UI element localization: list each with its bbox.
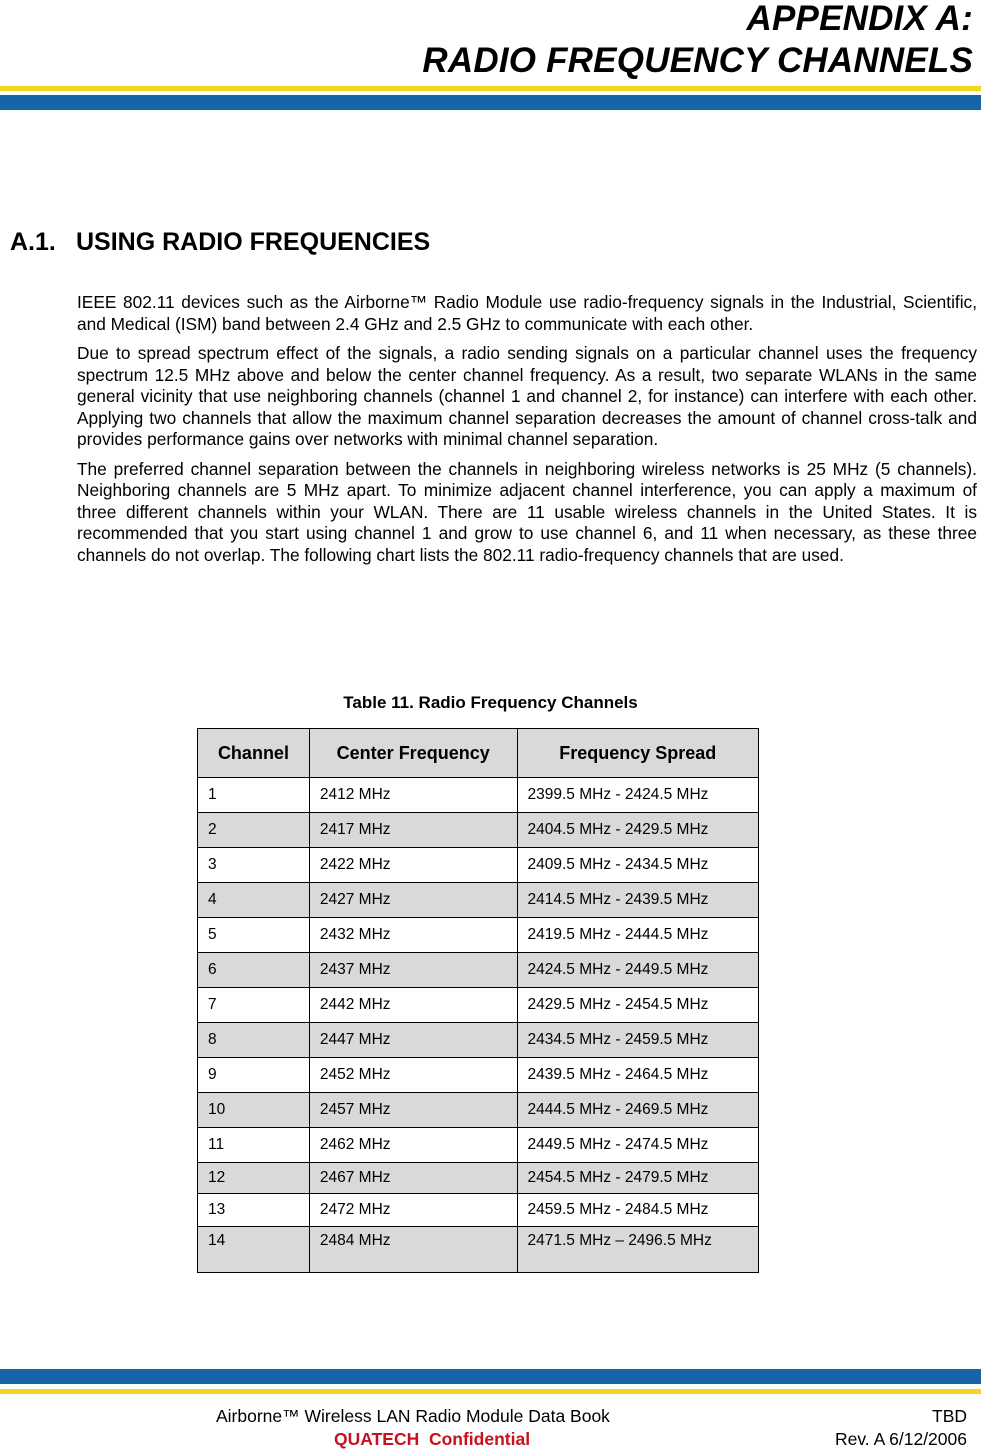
cell-channel: 13: [198, 1194, 310, 1227]
cell-frequency-spread: 2471.5 MHz – 2496.5 MHz: [517, 1227, 759, 1273]
table-row: [198, 1227, 759, 1273]
cell-center-frequency: 2432 MHz: [309, 918, 517, 953]
section-title: USING RADIO FREQUENCIES: [76, 228, 431, 256]
table-row: [198, 813, 759, 848]
table-row: [198, 1194, 759, 1227]
table-row: [198, 1128, 759, 1163]
page-header-title: [422, 0, 973, 82]
cell-frequency-spread: 2419.5 MHz - 2444.5 MHz: [517, 918, 759, 953]
cell-frequency-spread: 2459.5 MHz - 2484.5 MHz: [517, 1194, 759, 1227]
cell-frequency-spread: 2444.5 MHz - 2469.5 MHz: [517, 1093, 759, 1128]
paragraph-2: Due to spread spectrum effect of the signals, a radio sending signals on a particular channel uses the frequency spectrum 12.5 MHz above and below the center channel frequency. As a result, two separate WLANs in the same general vicinity that use neighboring channels (channel 1 and channel 2, for instance) can interfere with each other. Applying two channels that allow the maximum channel separation decreases the amount of channel cross-talk and provides performance gains over networks with minimal channel separation.: [77, 343, 977, 449]
cell-channel: 7: [198, 988, 310, 1023]
cell-center-frequency: 2462 MHz: [309, 1128, 517, 1163]
table-row: [198, 953, 759, 988]
cell-frequency-spread: 2404.5 MHz - 2429.5 MHz: [517, 813, 759, 848]
radio-frequency-table: [197, 728, 759, 1273]
table-row: [198, 1023, 759, 1058]
footer-page-number: TBD: [932, 1406, 967, 1426]
cell-channel: 14: [198, 1227, 310, 1273]
table-header-row: [198, 729, 759, 778]
column-header-frequency-spread: Frequency Spread: [517, 729, 759, 778]
paragraph-1: IEEE 802.11 devices such as the Airborne™ Radio Module use radio-frequency signals in the Industrial, Scientific, and Medical (ISM) band between 2.4 GHz and 2.5 GHz to communicate with each other.: [77, 292, 977, 334]
cell-center-frequency: 2412 MHz: [309, 778, 517, 813]
cell-frequency-spread: 2439.5 MHz - 2464.5 MHz: [517, 1058, 759, 1093]
cell-center-frequency: 2417 MHz: [309, 813, 517, 848]
cell-channel: 8: [198, 1023, 310, 1058]
cell-center-frequency: 2484 MHz: [309, 1227, 517, 1273]
cell-center-frequency: 2442 MHz: [309, 988, 517, 1023]
cell-channel: 10: [198, 1093, 310, 1128]
footer-blue-stripe: [0, 1369, 981, 1384]
cell-frequency-spread: 2454.5 MHz - 2479.5 MHz: [517, 1163, 759, 1194]
table-row: [198, 1093, 759, 1128]
cell-channel: 1: [198, 778, 310, 813]
cell-frequency-spread: 2424.5 MHz - 2449.5 MHz: [517, 953, 759, 988]
cell-channel: 6: [198, 953, 310, 988]
cell-channel: 12: [198, 1163, 310, 1194]
table-row: [198, 848, 759, 883]
cell-center-frequency: 2452 MHz: [309, 1058, 517, 1093]
cell-center-frequency: 2422 MHz: [309, 848, 517, 883]
cell-frequency-spread: 2429.5 MHz - 2454.5 MHz: [517, 988, 759, 1023]
header-line-1: APPENDIX A:: [746, 0, 973, 38]
table-row: [198, 988, 759, 1023]
cell-frequency-spread: 2434.5 MHz - 2459.5 MHz: [517, 1023, 759, 1058]
column-header-channel: Channel: [198, 729, 310, 778]
table-row: [198, 883, 759, 918]
cell-frequency-spread: 2449.5 MHz - 2474.5 MHz: [517, 1128, 759, 1163]
cell-channel: 3: [198, 848, 310, 883]
table-row: [198, 918, 759, 953]
cell-frequency-spread: 2414.5 MHz - 2439.5 MHz: [517, 883, 759, 918]
cell-center-frequency: 2447 MHz: [309, 1023, 517, 1058]
cell-center-frequency: 2472 MHz: [309, 1194, 517, 1227]
footer-yellow-stripe: [0, 1389, 981, 1394]
footer-revision: Rev. A 6/12/2006: [834, 1429, 967, 1449]
cell-channel: 9: [198, 1058, 310, 1093]
header-blue-stripe: [0, 95, 981, 110]
header-yellow-stripe: [0, 86, 981, 91]
cell-channel: 2: [198, 813, 310, 848]
table-caption: Table 11. Radio Frequency Channels: [343, 693, 638, 712]
cell-center-frequency: 2437 MHz: [309, 953, 517, 988]
cell-center-frequency: 2457 MHz: [309, 1093, 517, 1128]
cell-center-frequency: 2467 MHz: [309, 1163, 517, 1194]
cell-channel: 11: [198, 1128, 310, 1163]
cell-center-frequency: 2427 MHz: [309, 883, 517, 918]
cell-channel: 4: [198, 883, 310, 918]
footer-confidential: QUATECH Confidential: [334, 1429, 531, 1449]
section-body: [77, 292, 977, 574]
cell-frequency-spread: 2399.5 MHz - 2424.5 MHz: [517, 778, 759, 813]
table-row: [198, 778, 759, 813]
paragraph-3: The preferred channel separation between the channels in neighboring wireless networks is 25 MHz (5 channels). Neighboring channels are 5 MHz apart. To minimize adjacent channel interference, you can apply a maximum of three different channels within your WLAN. There are 11 usable wireless channels in the United States. It is recommended that you start using channel 1 and grow to use channel 6, and 11 when necessary, as these three channels do not overlap. The following chart lists the 802.11 radio-frequency channels that are used.: [77, 458, 977, 565]
footer-document-title: Airborne™ Wireless LAN Radio Module Data Book: [216, 1406, 610, 1426]
header-line-2: RADIO FREQUENCY CHANNELS: [422, 41, 973, 80]
cell-frequency-spread: 2409.5 MHz - 2434.5 MHz: [517, 848, 759, 883]
table-row: [198, 1058, 759, 1093]
section-number: A.1.: [10, 228, 56, 256]
table-row: [198, 1163, 759, 1194]
cell-channel: 5: [198, 918, 310, 953]
column-header-center-frequency: Center Frequency: [309, 729, 517, 778]
